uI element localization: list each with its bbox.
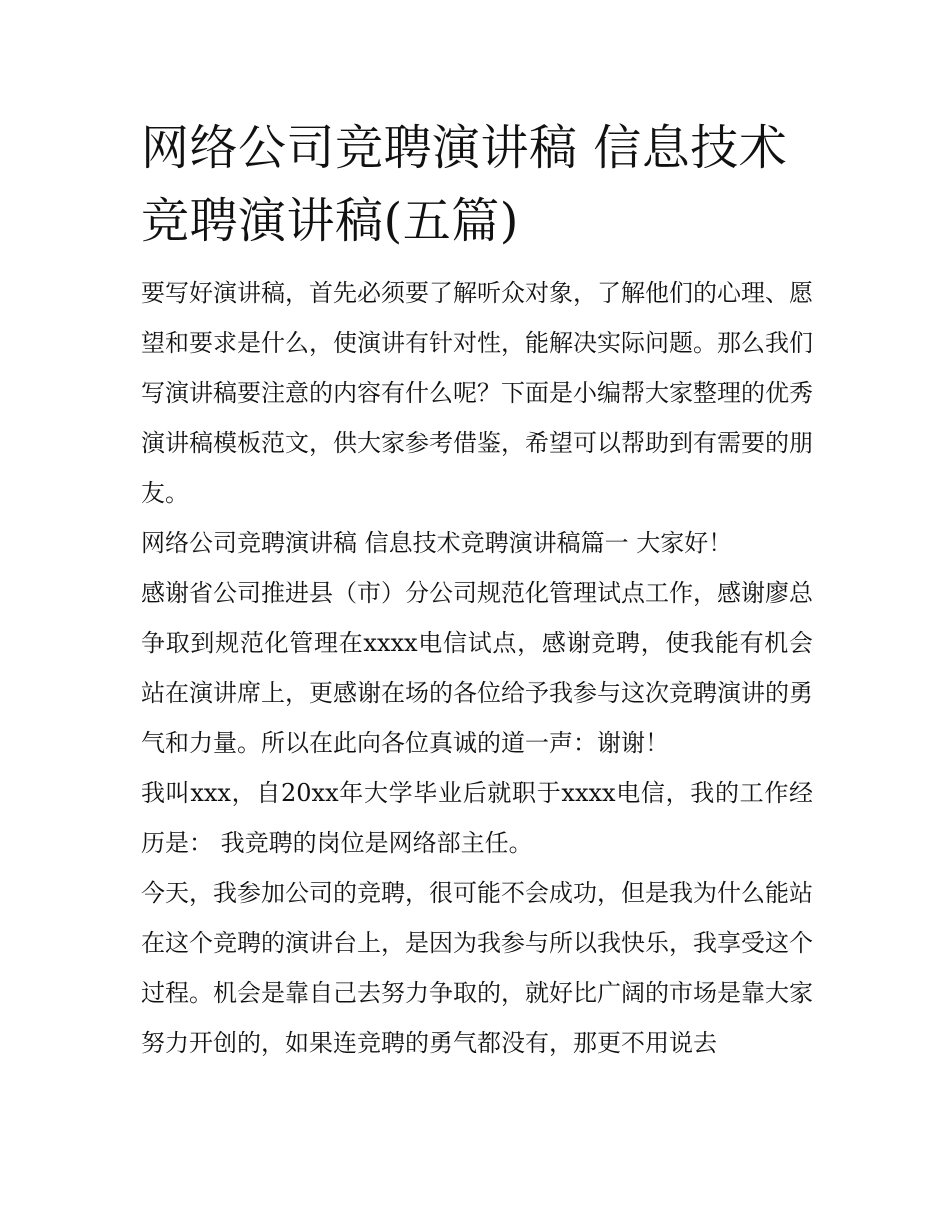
paragraph-self-intro: 我叫xxx，自20xx年大学毕业后就职于xxxx电信，我的工作经历是： 我竞聘的岗位是网络部主任。 <box>141 779 813 857</box>
paragraph-greeting: 网络公司竞聘演讲稿 信息技术竞聘演讲稿篇一 大家好！ <box>141 529 733 557</box>
paragraph-intro: 要写好演讲稿，首先必须要了解听众对象，了解他们的心理、愿望和要求是什么，使演讲有针对性，能解决实际问题。那么我们写演讲稿要注意的内容有什么呢？下面是小编帮大家整理的优秀演讲稿模板范文，供大家参考借鉴，希望可以帮助到有需要的朋友。 <box>141 279 813 507</box>
paragraph-motivation: 今天，我参加公司的竞聘，很可能不会成功，但是我为什么能站在这个竞聘的演讲台上，是因为我参与所以我快乐，我享受这个过程。机会是靠自己去努力争取的，就好比广阔的市场是靠大家努力开创的，如果连竞聘的勇气都没有，那更不用说去 <box>141 879 813 1057</box>
document-body <box>141 112 813 1068</box>
paragraph-thanks: 感谢省公司推进县（市）分公司规范化管理试点工作，感谢廖总争取到规范化管理在xxxx电信试点，感谢竞聘，使我能有机会站在演讲席上，更感谢在场的各位给予我参与这次竞聘演讲的勇气和力量。所以在此向各位真诚的道一声：谢谢！ <box>141 579 813 757</box>
document-title: 网络公司竞聘演讲稿 信息技术竞聘演讲稿(五篇) <box>141 120 788 249</box>
